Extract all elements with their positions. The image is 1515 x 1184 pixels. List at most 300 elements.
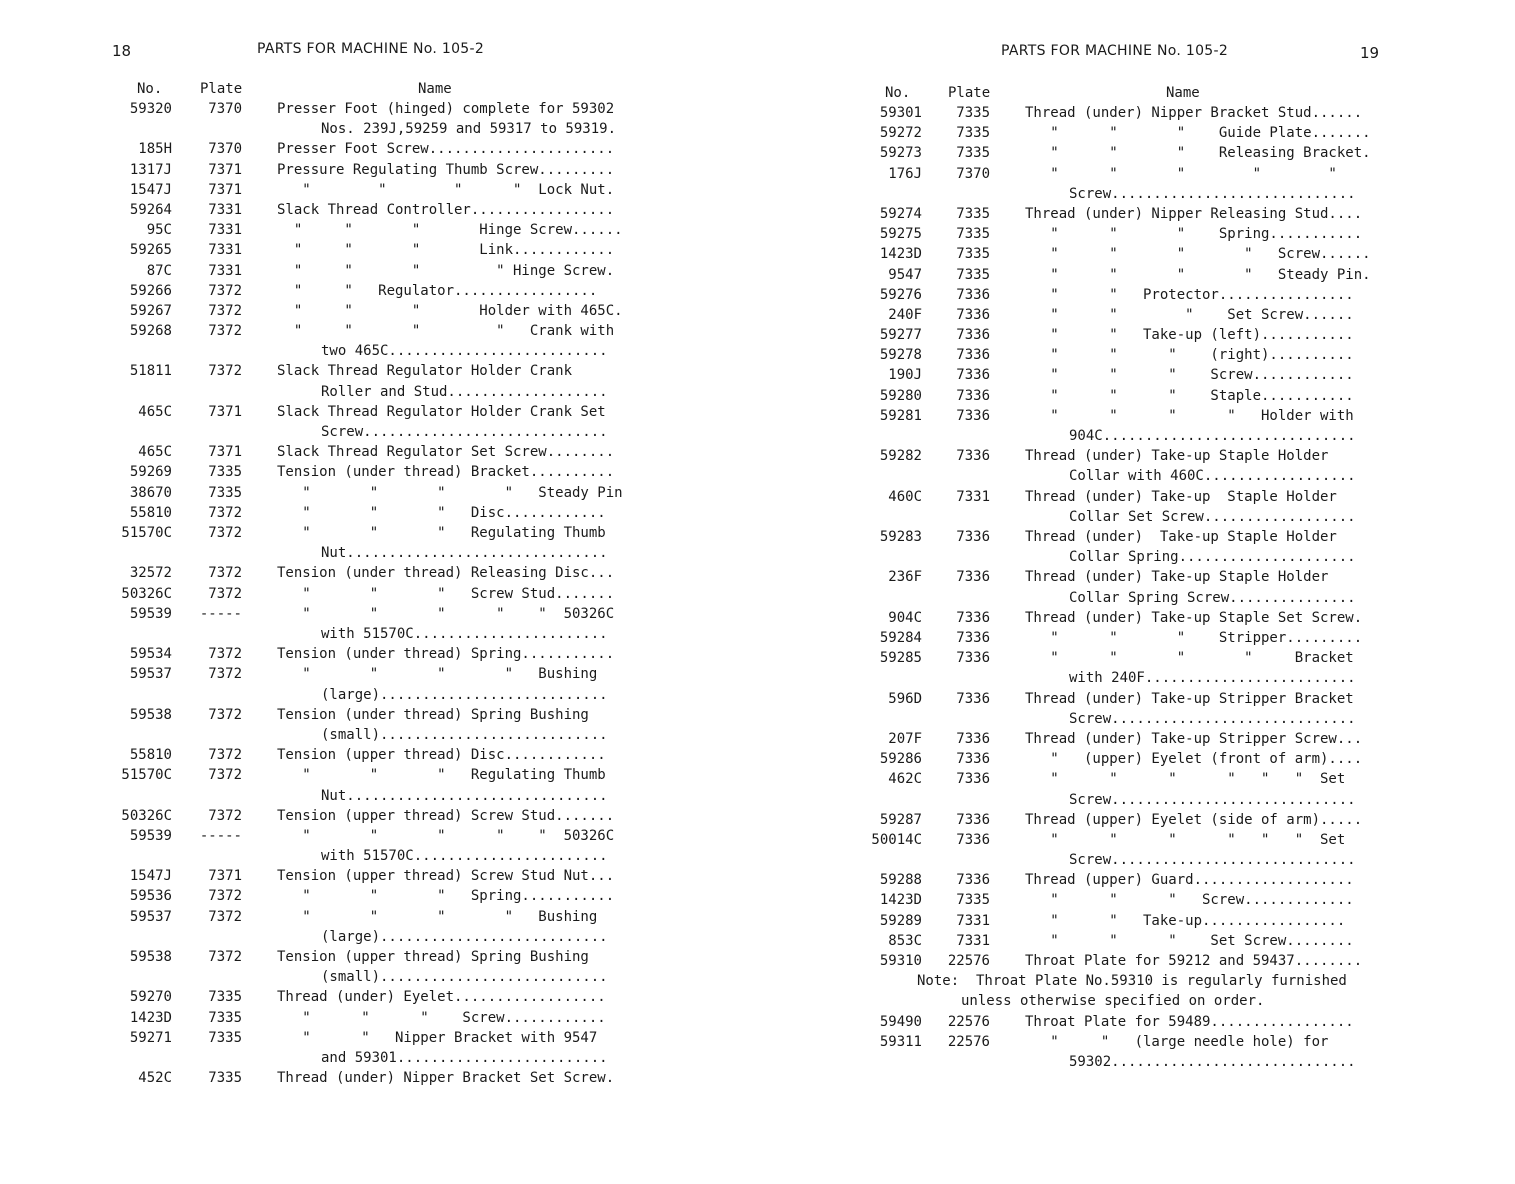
part-name bbox=[277, 240, 614, 260]
plate-number: 7331 bbox=[956, 932, 990, 949]
plate-number: 7336 bbox=[956, 569, 990, 586]
part-row bbox=[865, 1012, 1385, 1032]
plate-number: 7336 bbox=[956, 347, 990, 364]
part-row bbox=[120, 563, 640, 583]
part-number: 59277 bbox=[879, 327, 922, 344]
part-name bbox=[1025, 325, 1354, 345]
part-name-line: " " " " Bushing bbox=[277, 908, 598, 925]
part-name-line: Thread (under) Take-up Staple Set Screw. bbox=[1025, 609, 1363, 626]
part-number: 207F bbox=[888, 730, 922, 747]
part-name-line: Tension (upper thread) Screw Stud....... bbox=[277, 807, 615, 824]
part-number: 9547 bbox=[888, 266, 922, 283]
part-name-continuation: Nut............................... bbox=[321, 545, 608, 562]
plate-number: 7336 bbox=[956, 751, 990, 768]
part-name-continuation: Screw............................. bbox=[1069, 791, 1356, 808]
plate-number: 7335 bbox=[956, 105, 990, 121]
plate-number: 7335 bbox=[956, 205, 990, 222]
plate-number: 7371 bbox=[208, 444, 242, 461]
plate-number: 7372 bbox=[208, 302, 242, 319]
plate-number: 7336 bbox=[956, 448, 990, 465]
part-number: 59267 bbox=[129, 302, 172, 319]
part-row bbox=[120, 1068, 640, 1088]
part-name bbox=[277, 361, 608, 401]
plate-number: 7372 bbox=[208, 767, 242, 784]
part-name bbox=[1025, 265, 1371, 285]
part-name-line: Throat Plate for 59489................. bbox=[1025, 1013, 1354, 1030]
part-name bbox=[1025, 608, 1362, 628]
part-row bbox=[120, 584, 640, 604]
part-name-line: " " " Screw............ bbox=[277, 1009, 606, 1026]
part-name-line: Thread (under) Take-up Staple Holder bbox=[1025, 448, 1329, 465]
part-row bbox=[120, 220, 640, 240]
part-number: 50326C bbox=[121, 807, 172, 824]
part-name bbox=[1025, 951, 1362, 971]
page-title: PARTS FOR MACHINE No. 105-2 bbox=[257, 41, 485, 57]
part-number: 59281 bbox=[879, 407, 922, 424]
part-row bbox=[865, 103, 1385, 123]
plate-number: 7335 bbox=[208, 1070, 242, 1087]
part-name-line: Slack Thread Regulator Holder Crank Set bbox=[277, 403, 606, 420]
part-number: 95C bbox=[146, 222, 172, 239]
part-name bbox=[277, 806, 614, 826]
part-name bbox=[277, 1008, 606, 1028]
part-number: 59280 bbox=[879, 387, 922, 404]
part-name-line: " " " Hinge Screw...... bbox=[277, 222, 623, 239]
plate-number: 7372 bbox=[208, 585, 242, 602]
part-row bbox=[120, 523, 640, 563]
part-row bbox=[120, 765, 640, 805]
column-header-plate: Plate bbox=[948, 85, 991, 101]
part-number: 904C bbox=[888, 609, 922, 626]
part-name bbox=[1025, 810, 1362, 830]
part-name-continuation: (large)........................... bbox=[321, 928, 608, 945]
part-row bbox=[865, 729, 1385, 749]
plate-number: 7336 bbox=[956, 811, 990, 828]
plate-number: 7335 bbox=[956, 145, 990, 162]
plate-number: 7335 bbox=[956, 226, 990, 243]
part-name-line: Tension (under thread) Bracket.......... bbox=[277, 464, 615, 481]
part-row bbox=[865, 870, 1385, 890]
part-name-line: Tension (under thread) Spring Bushing bbox=[277, 706, 589, 723]
part-number: 87C bbox=[146, 262, 172, 279]
part-name-line: Thread (under) Take-up Staple Holder bbox=[1025, 529, 1337, 545]
plate-number: 7372 bbox=[208, 504, 242, 521]
part-name-continuation: 904C.............................. bbox=[1069, 428, 1356, 445]
part-name-line: " " " Staple........... bbox=[1025, 387, 1354, 404]
part-number: 59274 bbox=[879, 205, 922, 222]
part-row bbox=[120, 947, 640, 987]
part-name-continuation: Nut............................... bbox=[321, 787, 608, 804]
part-name-line: Throat Plate for 59212 and 59437........ bbox=[1025, 953, 1363, 970]
plate-number: 7335 bbox=[208, 1029, 242, 1046]
plate-number: 7370 bbox=[208, 101, 242, 117]
part-name bbox=[1025, 164, 1356, 204]
part-name-line: " " " " Lock Nut. bbox=[277, 181, 615, 198]
part-row bbox=[120, 301, 640, 321]
parts-list-left bbox=[120, 99, 640, 1088]
plate-number: 7335 bbox=[956, 125, 990, 142]
part-name-continuation: Collar Spring..................... bbox=[1069, 549, 1356, 566]
part-number: 59289 bbox=[879, 912, 922, 929]
page-left bbox=[0, 0, 757, 1184]
part-name-line: " " " " Steady Pin. bbox=[1025, 266, 1371, 283]
part-name-line: " " " " Bracket bbox=[1025, 650, 1354, 667]
part-number: 50014C bbox=[871, 831, 922, 848]
part-name bbox=[277, 765, 608, 805]
plate-number: 7336 bbox=[956, 650, 990, 667]
plate-number: 7372 bbox=[208, 666, 242, 683]
part-name bbox=[1025, 143, 1371, 163]
part-name bbox=[1025, 365, 1354, 385]
plate-number: 7372 bbox=[208, 646, 242, 663]
plate-number: 7335 bbox=[956, 246, 990, 263]
plate-number: 22576 bbox=[947, 1033, 990, 1050]
part-number: 59282 bbox=[879, 448, 922, 465]
plate-number: 7371 bbox=[208, 161, 242, 178]
part-row bbox=[865, 244, 1385, 264]
part-name bbox=[277, 200, 614, 220]
part-number: 59268 bbox=[129, 323, 172, 340]
part-row bbox=[120, 644, 640, 664]
part-name bbox=[1025, 911, 1345, 931]
part-name-line: " " " Set Screw........ bbox=[1025, 932, 1354, 949]
part-number: 51811 bbox=[129, 363, 172, 380]
part-name-line: Presser Foot Screw...................... bbox=[277, 141, 615, 158]
part-row bbox=[120, 907, 640, 947]
part-row bbox=[865, 810, 1385, 830]
plate-number: 7372 bbox=[208, 282, 242, 299]
plate-number: 22576 bbox=[947, 1013, 990, 1030]
part-row bbox=[865, 911, 1385, 931]
part-row bbox=[120, 503, 640, 523]
part-row bbox=[120, 1028, 640, 1068]
part-name-continuation: two 465C.......................... bbox=[321, 343, 608, 360]
part-name-line: " " " " Holder with bbox=[1025, 407, 1354, 424]
part-name bbox=[277, 866, 614, 886]
part-name-continuation: Collar with 460C.................. bbox=[1069, 468, 1356, 485]
part-name-line: Thread (under) Eyelet.................. bbox=[277, 989, 606, 1006]
part-name-line: " " " " " " Set bbox=[1025, 831, 1346, 848]
part-row bbox=[865, 224, 1385, 244]
part-name-line: Thread (under) Take-up Stripper Screw... bbox=[1025, 730, 1363, 747]
part-row bbox=[865, 305, 1385, 325]
part-row bbox=[120, 745, 640, 765]
plate-number: ----- bbox=[199, 605, 242, 622]
part-name bbox=[277, 987, 606, 1007]
part-number: 853C bbox=[888, 932, 922, 949]
part-name bbox=[277, 563, 614, 583]
part-name-line: " (upper) Eyelet (front of arm).... bbox=[1025, 751, 1363, 768]
plate-number: 7372 bbox=[208, 888, 242, 905]
part-name-line: " " Nipper Bracket with 9547 bbox=[277, 1029, 598, 1046]
part-number: 460C bbox=[888, 488, 922, 505]
part-number: 59276 bbox=[879, 286, 922, 303]
part-name-line: Slack Thread Regulator Set Screw........ bbox=[277, 444, 615, 461]
part-number: 465C bbox=[138, 403, 172, 420]
part-row bbox=[865, 689, 1385, 729]
part-name-line: Thread (upper) Guard................... bbox=[1025, 872, 1354, 889]
part-number: 59320 bbox=[129, 101, 172, 117]
part-name-line: " " " (right).......... bbox=[1025, 347, 1354, 364]
part-number: 596D bbox=[888, 690, 922, 707]
part-name bbox=[277, 907, 608, 947]
part-number: 59288 bbox=[879, 872, 922, 889]
part-row bbox=[120, 200, 640, 220]
part-name-line: " " " Set Screw...... bbox=[1025, 306, 1354, 323]
part-number: 190J bbox=[888, 367, 922, 384]
part-name bbox=[1025, 931, 1354, 951]
part-row bbox=[120, 180, 640, 200]
part-number: 59310 bbox=[879, 953, 922, 970]
part-name-line: " " Take-up................. bbox=[1025, 912, 1346, 929]
part-number: 59539 bbox=[129, 827, 172, 844]
part-name-line: Tension (under thread) Releasing Disc... bbox=[277, 565, 615, 582]
part-name-line: " " " Screw............ bbox=[1025, 367, 1354, 384]
part-row bbox=[865, 386, 1385, 406]
column-header-name: Name bbox=[418, 81, 452, 97]
plate-number: 7372 bbox=[208, 747, 242, 764]
plate-number: 7336 bbox=[956, 327, 990, 344]
part-number: 1547J bbox=[129, 868, 172, 885]
part-name bbox=[277, 462, 614, 482]
part-row bbox=[120, 361, 640, 401]
plate-number: 7370 bbox=[208, 141, 242, 158]
part-number: 59284 bbox=[879, 629, 922, 646]
part-name bbox=[1025, 567, 1356, 607]
plate-number: 7372 bbox=[208, 908, 242, 925]
part-name-line: Thread (upper) Eyelet (side of arm)..... bbox=[1025, 811, 1363, 828]
part-name bbox=[1025, 870, 1354, 890]
part-row bbox=[865, 567, 1385, 607]
part-number: 38670 bbox=[129, 484, 172, 501]
part-row bbox=[120, 866, 640, 886]
part-name bbox=[277, 160, 614, 180]
part-name-continuation: with 51570C....................... bbox=[321, 848, 608, 865]
part-name bbox=[1025, 628, 1362, 648]
part-name bbox=[277, 503, 606, 523]
part-name-line: Thread (under) Take-up Stripper Bracket bbox=[1025, 690, 1354, 707]
part-number: 465C bbox=[138, 444, 172, 461]
part-name bbox=[1025, 406, 1356, 446]
part-number: 32572 bbox=[129, 565, 172, 582]
part-name bbox=[277, 483, 623, 503]
plate-number: 7336 bbox=[956, 831, 990, 848]
part-name-line: " " (large needle hole) for bbox=[1025, 1033, 1329, 1050]
part-number: 59534 bbox=[129, 646, 172, 663]
part-name bbox=[277, 139, 614, 159]
part-name bbox=[1025, 446, 1356, 486]
part-name bbox=[277, 644, 614, 664]
part-name-line: " " " " Screw...... bbox=[1025, 246, 1371, 263]
part-name-line: " " " Screw............. bbox=[1025, 892, 1354, 909]
part-name-continuation: with 51570C....................... bbox=[321, 625, 608, 642]
plate-number: 7336 bbox=[956, 609, 990, 626]
part-number: 59286 bbox=[879, 751, 922, 768]
part-name bbox=[1025, 204, 1362, 224]
part-name-line: Tension (upper thread) Screw Stud Nut... bbox=[277, 868, 615, 885]
part-number: 55810 bbox=[129, 747, 172, 764]
part-number: 59301 bbox=[879, 105, 922, 121]
part-row bbox=[865, 769, 1385, 809]
plate-number: ----- bbox=[199, 827, 242, 844]
part-number: 452C bbox=[138, 1070, 172, 1087]
part-row bbox=[120, 604, 640, 644]
plate-number: 7372 bbox=[208, 706, 242, 723]
part-name-line: " " " Stripper......... bbox=[1025, 629, 1363, 646]
page-title: PARTS FOR MACHINE No. 105-2 bbox=[1001, 43, 1229, 59]
part-name-line: " " " " Bushing bbox=[277, 666, 598, 683]
plate-number: 7331 bbox=[956, 912, 990, 929]
part-name bbox=[277, 321, 614, 361]
part-name-line: " " " Spring........... bbox=[277, 888, 615, 905]
part-row bbox=[120, 826, 640, 866]
part-number: 59287 bbox=[879, 811, 922, 828]
part-name-continuation: (small)........................... bbox=[321, 726, 608, 743]
part-name-line: Thread (under) Take-up Staple Holder bbox=[1025, 488, 1337, 505]
plate-number: 7335 bbox=[208, 989, 242, 1006]
part-row bbox=[865, 345, 1385, 365]
plate-number: 7336 bbox=[956, 730, 990, 747]
part-row bbox=[865, 830, 1385, 870]
part-name-continuation: Screw............................. bbox=[1069, 185, 1356, 202]
part-row bbox=[120, 1008, 640, 1028]
part-name-line: " " " Disc............ bbox=[277, 504, 606, 521]
part-number: 51570C bbox=[121, 767, 172, 784]
part-name-line: " " " " " 50326C bbox=[277, 827, 615, 844]
part-name-line: Pressure Regulating Thumb Screw......... bbox=[277, 161, 615, 178]
part-name bbox=[1025, 1032, 1356, 1072]
part-number: 59265 bbox=[129, 242, 172, 259]
part-name bbox=[277, 886, 614, 906]
part-number: 51570C bbox=[121, 525, 172, 541]
plate-number: 7372 bbox=[208, 807, 242, 824]
part-name-line: " " " " Crank with bbox=[277, 323, 615, 340]
part-name bbox=[1025, 689, 1356, 729]
part-row bbox=[865, 406, 1385, 446]
part-row bbox=[865, 971, 1385, 1011]
part-number: 59271 bbox=[129, 1029, 172, 1046]
part-number: 59490 bbox=[879, 1013, 922, 1030]
part-row bbox=[120, 240, 640, 260]
part-name-continuation: Roller and Stud................... bbox=[321, 383, 608, 400]
part-name-continuation: with 240F......................... bbox=[1069, 670, 1356, 687]
part-row bbox=[865, 164, 1385, 204]
part-name-line: " " " Link............ bbox=[277, 242, 615, 259]
part-name bbox=[277, 261, 614, 281]
plate-number: 7336 bbox=[956, 407, 990, 424]
part-name bbox=[1025, 729, 1362, 749]
plate-number: 7336 bbox=[956, 286, 990, 303]
part-number: 59269 bbox=[129, 464, 172, 481]
plate-number: 7336 bbox=[956, 872, 990, 889]
part-name bbox=[1025, 830, 1356, 870]
part-name bbox=[1025, 224, 1362, 244]
note-line-2: unless otherwise specified on order. bbox=[961, 993, 1265, 1010]
part-name bbox=[1025, 386, 1354, 406]
part-row bbox=[865, 265, 1385, 285]
part-row bbox=[120, 281, 640, 301]
column-header-name: Name bbox=[1166, 85, 1200, 101]
part-row bbox=[865, 608, 1385, 628]
plate-number: 7336 bbox=[956, 387, 990, 404]
part-name-line: Tension (upper thread) Spring Bushing bbox=[277, 949, 589, 966]
part-number: 59275 bbox=[879, 226, 922, 243]
plate-number: 7335 bbox=[208, 1009, 242, 1026]
part-number: 55810 bbox=[129, 504, 172, 521]
part-row bbox=[865, 487, 1385, 527]
part-name bbox=[277, 301, 623, 321]
part-name-line: Slack Thread Controller................. bbox=[277, 201, 615, 218]
plate-number: 7371 bbox=[208, 403, 242, 420]
part-name bbox=[1025, 890, 1354, 910]
part-name bbox=[277, 947, 608, 987]
part-name-line: " " Protector................ bbox=[1025, 286, 1354, 303]
part-row bbox=[120, 886, 640, 906]
part-name-line: " " " Regulating Thumb bbox=[277, 767, 606, 784]
part-number: 59266 bbox=[129, 282, 172, 299]
part-number: 59538 bbox=[129, 706, 172, 723]
part-number: 59539 bbox=[129, 605, 172, 622]
part-number: 1547J bbox=[129, 181, 172, 198]
plate-number: 7335 bbox=[208, 484, 242, 501]
part-name-continuation: (large)........................... bbox=[321, 686, 608, 703]
part-number: 59278 bbox=[879, 347, 922, 364]
part-row bbox=[865, 365, 1385, 385]
plate-number: 7371 bbox=[208, 868, 242, 885]
part-name bbox=[277, 99, 616, 139]
plate-number: 7331 bbox=[208, 222, 242, 239]
part-name-line: " " " " Hinge Screw. bbox=[277, 262, 615, 279]
part-name bbox=[1025, 769, 1356, 809]
part-name-line: Thread (under) Nipper Releasing Stud.... bbox=[1025, 205, 1363, 222]
plate-number: 7370 bbox=[956, 165, 990, 182]
part-name bbox=[1025, 648, 1356, 688]
part-row bbox=[120, 483, 640, 503]
plate-number: 7335 bbox=[956, 266, 990, 283]
part-number: 59537 bbox=[129, 908, 172, 925]
part-name bbox=[277, 1068, 614, 1088]
part-row bbox=[120, 442, 640, 462]
part-name bbox=[1025, 1012, 1354, 1032]
part-row bbox=[120, 402, 640, 442]
part-name-line: " " Take-up (left)........... bbox=[1025, 327, 1354, 344]
part-row bbox=[120, 99, 640, 139]
part-name bbox=[277, 442, 614, 462]
plate-number: 7336 bbox=[956, 306, 990, 323]
part-name-line: " " " " " " Set bbox=[1025, 771, 1346, 788]
part-row bbox=[865, 890, 1385, 910]
part-row bbox=[120, 987, 640, 1007]
part-row bbox=[120, 160, 640, 180]
part-row bbox=[865, 648, 1385, 688]
part-name-line: " " " " Steady Pin bbox=[277, 484, 623, 501]
part-number: 50326C bbox=[121, 585, 172, 602]
part-number: 1423D bbox=[879, 892, 922, 909]
part-name bbox=[1025, 487, 1356, 527]
part-number: 59273 bbox=[879, 145, 922, 162]
page-right bbox=[757, 0, 1515, 1184]
part-name-line: Thread (under) Nipper Bracket Set Screw. bbox=[277, 1070, 615, 1087]
part-name-line: Thread (under) Take-up Staple Holder bbox=[1025, 569, 1329, 586]
part-name-line: Slack Thread Regulator Holder Crank bbox=[277, 363, 573, 380]
part-name-line: " " " Screw Stud....... bbox=[277, 585, 615, 602]
plate-number: 7372 bbox=[208, 363, 242, 380]
part-name-line: " " " Releasing Bracket. bbox=[1025, 145, 1371, 162]
part-number: 59272 bbox=[879, 125, 922, 142]
plate-number: 7371 bbox=[208, 181, 242, 198]
plate-number: 22576 bbox=[947, 953, 990, 970]
part-name bbox=[1025, 527, 1356, 567]
